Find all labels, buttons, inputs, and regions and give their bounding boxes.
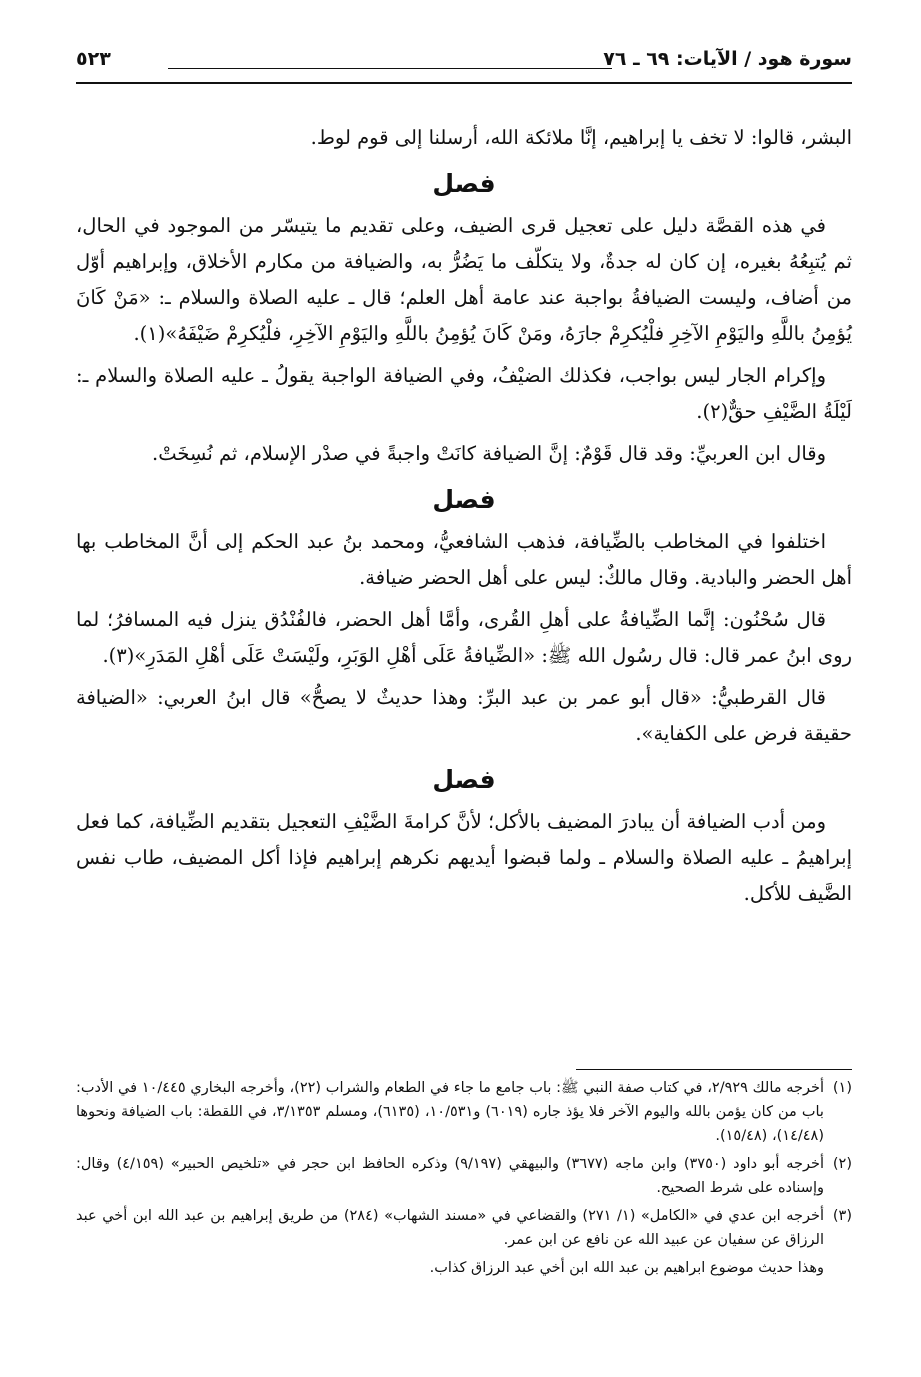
footnote-number: (٢) — [832, 1156, 852, 1172]
footnote-text: أخرجه مالك ٢/٩٢٩، في كتاب صفة النبي ﷺ: باب جامع ما جاء في الطعام والشراب (٢٢)، وأخرجه البخاري ١٠/٤٤٥ في الأدب: باب من كان يؤمن بالله واليوم الآخر فلا يؤذ جاره (٦٠١٩) و١٠/٥٣١، (٦١٣٥)، ومسلم ٣/١٣٥٣، في اللقطة: باب الضيافة ونحوها (١٤/٤٨)، (١٥/٤٨). — [76, 1080, 824, 1144]
header-title: سورة هود / الآيات: ٦٩ ـ ٧٦ — [603, 48, 852, 70]
main-text — [76, 120, 852, 912]
paragraph: ومن أدب الضيافة أن يبادرَ المضيف بالأكل؛ لأنَّ كرامةَ الضَّيْفِ التعجيل بتقديم الضِّيافة، كما فعل إبراهيمُ ـ عليه الصلاة والسلام ـ ولما قبضوا أيديهم نكرهم إبراهيم فإذا أكل المضيف، طاب نفس الضَّيف للأكل. — [76, 810, 852, 905]
section-heading: فصل — [432, 765, 496, 794]
header-rule — [76, 82, 852, 84]
footnote-text: أخرجه أبو داود (٣٧٥٠) وابن ماجه (٣٦٧٧) والبيهقي (٩/١٩٧) وذكره الحافظ ابن حجر في «تلخيص الحبير» (٤/١٥٩) وقال: وإسناده على شرط الصحيح. — [76, 1156, 825, 1196]
page-number: ٥٢٣ — [76, 48, 111, 70]
paragraph: وإكرام الجار ليس بواجب، فكذلك الضيْفُ، وفي الضيافة الواجبة يقولُ ـ عليه الصلاة والسلام ـ: لَيْلَةُ الضَّيْفِ حقٌّ(٢). — [76, 364, 852, 423]
section-heading: فصل — [432, 485, 496, 514]
section-heading: فصل — [432, 169, 496, 198]
intro-paragraph: البشر، قالوا: لا تخف يا إبراهيم، إنَّا ملائكة الله، أرسلنا إلى قوم لوط. — [310, 126, 852, 149]
footnote-text: أخرجه ابن عدي في «الكامل» (١/ ٢٧١) والقضاعي في «مسند الشهاب» (٢٨٤) من طريق إبراهيم بن عبد الله ابن أخي عبد الرزاق عن سفيان عن عبيد الله عن نافع عن ابن عمر. — [76, 1208, 824, 1248]
footnote-number: (٣) — [832, 1208, 852, 1224]
footnote-number: (١) — [832, 1080, 852, 1096]
footnote-2 — [76, 1152, 852, 1200]
paragraph: وقال ابن العربيِّ: وقد قال قَوْمٌ: إنَّ الضيافة كانَتْ واجبةً في صدْر الإسلام، ثم نُسِخَتْ. — [152, 442, 826, 465]
footnote-3-note: وهذا حديث موضوع ابراهيم بن عبد الله ابن أخي عبد الرزاق كذاب. — [429, 1260, 824, 1276]
header-dash-line — [168, 68, 612, 69]
running-header — [76, 44, 852, 84]
paragraph: قال سُحْنُون: إنَّما الضِّيافةُ على أهلِ القُرى، وأمَّا أهل الحضر، فالفُنْدُق ينزل فيه المسافرُ؛ لما روى ابنُ عمر قال: قال رسُول الله ﷺ: «الضِّيافةُ عَلَى أهْلِ الوَبَرِ، ولَيْسَتْ عَلَى أهْلِ المَدَرِ»(٣). — [76, 608, 852, 667]
footnotes — [76, 1076, 852, 1280]
paragraph: قال القرطبيُّ: «قال أبو عمر بن عبد البرِّ: وهذا حديثٌ لا يصحُّ» قال ابنُ العربي: «الضيافة حقيقة فرض على الكفاية». — [76, 686, 852, 745]
footnote-3 — [76, 1204, 852, 1252]
paragraph: في هذه القصَّة دليل على تعجيل قرى الضيف، وعلى تقديم ما يتيسّر من الموجود في الحال، ثم يُتبِعُهُ بغيره، إن كان له جدةٌ، ولا يتكلّف ما يَضُرُّ به، والضيافة من مكارم الأخلاق، وإبراهيم أوّل من أضاف، وليست الضيافةُ بواجبة عند عامة أهل العلم؛ قال ـ عليه الصلاة والسلام ـ: «مَنْ كَانَ يُؤمِنُ باللَّهِ واليَوْمِ الآخِرِ فلْيُكرِمْ جارَهُ، ومَنْ كَانَ يُؤمِنُ باللَّهِ واليَوْمِ الآخِرِ، فلْيُكرِمْ ضَيْفَهُ»(١). — [76, 214, 852, 345]
footnote-1 — [76, 1076, 852, 1148]
paragraph: اختلفوا في المخاطب بالضِّيافة، فذهب الشافعيُّ، ومحمد بنُ عبد الحكم إلى أنَّ المخاطب بها أهل الحضر والبادية. وقال مالكٌ: ليس على أهل الحضر ضيافة. — [76, 530, 852, 589]
footnote-separator — [576, 1069, 852, 1070]
